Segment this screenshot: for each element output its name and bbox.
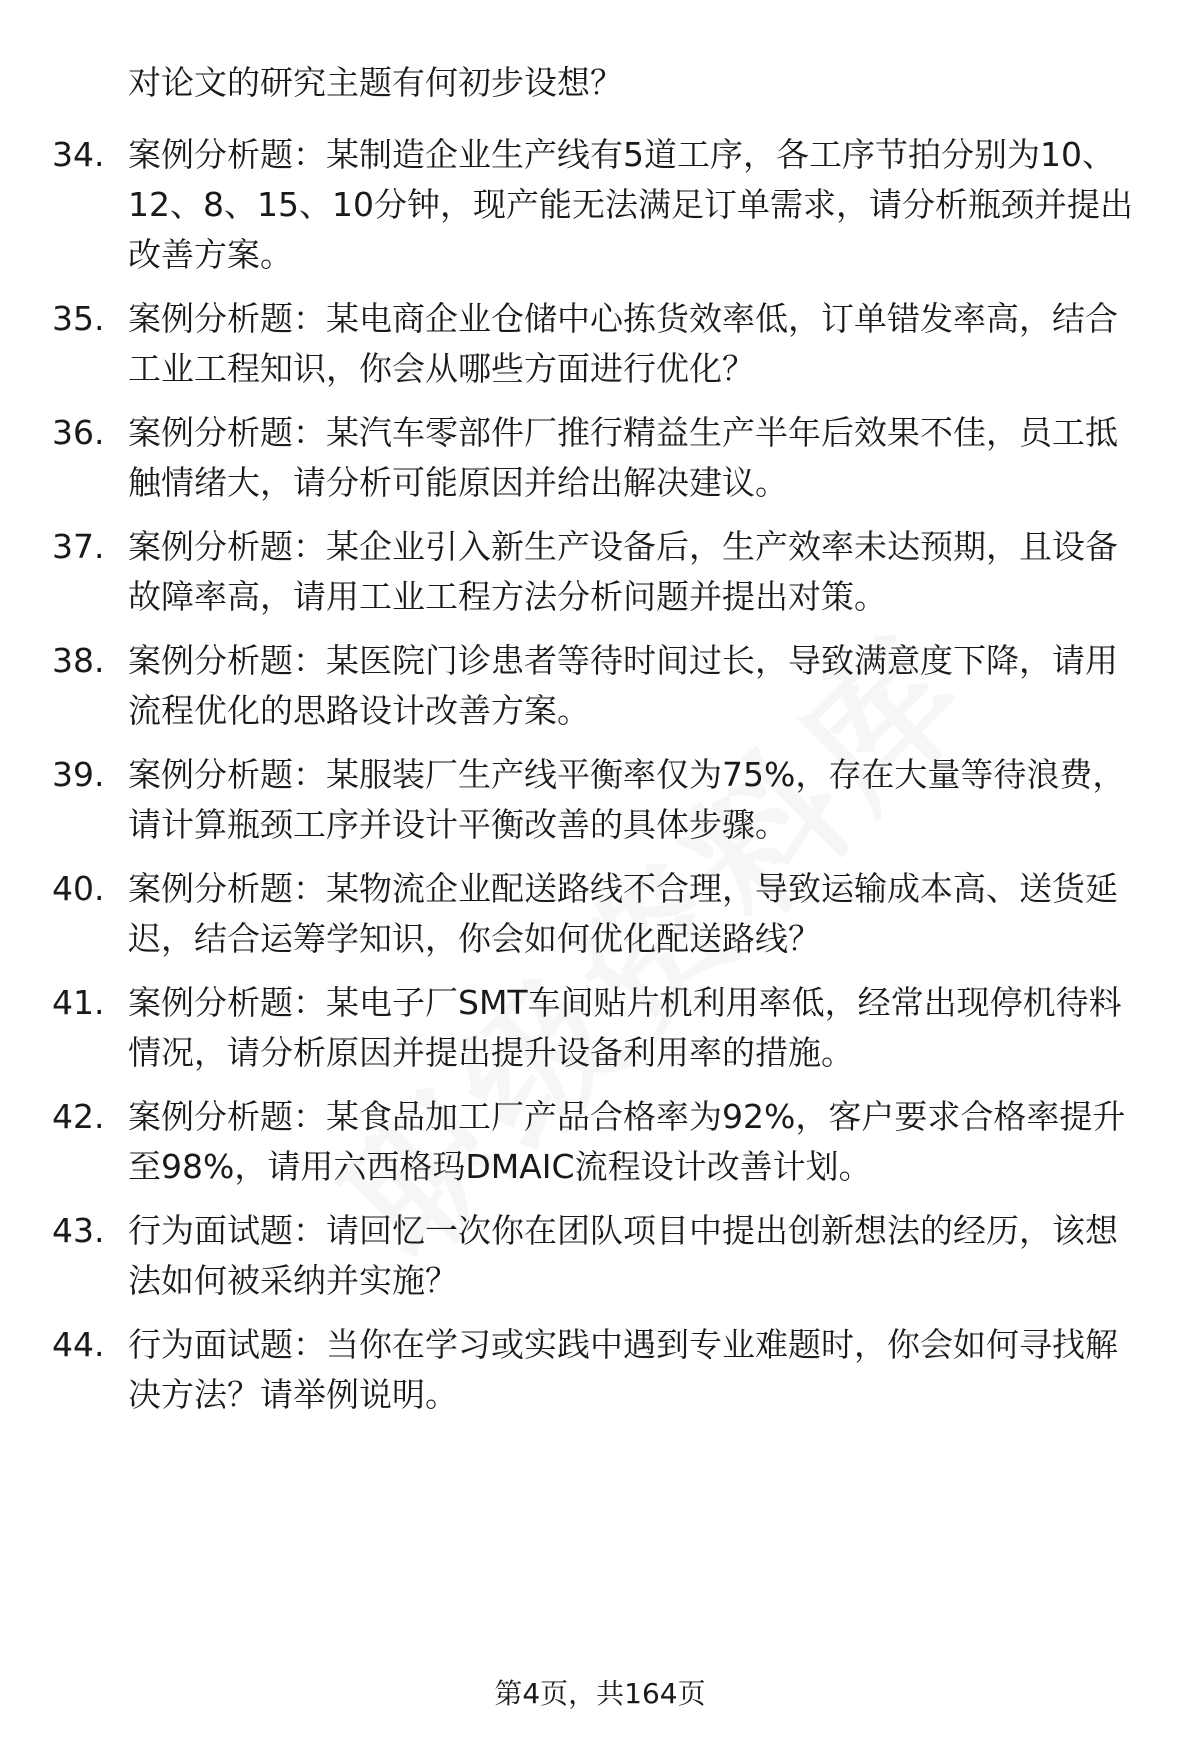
page-number-footer: 第4页，共164页 bbox=[494, 1677, 706, 1710]
question-text: 行为面试题：请回忆一次你在团队项目中提出创新想法的经历，该想法如何被采纳并实施？ bbox=[128, 1211, 1118, 1300]
question-number: 34. bbox=[52, 135, 105, 174]
question-item bbox=[52, 1206, 1152, 1306]
question-text: 案例分析题：某电子厂SMT车间贴片机利用率低，经常出现停机待料情况，请分析原因并提出提升设备利用率的措施。 bbox=[128, 983, 1122, 1072]
question-item bbox=[52, 408, 1152, 508]
question-number: 37. bbox=[52, 527, 105, 566]
question-text: 行为面试题：当你在学习或实践中遇到专业难题时，你会如何寻找解决方法？请举例说明。 bbox=[128, 1325, 1118, 1414]
question-text: 案例分析题：某汽车零部件厂推行精益生产半年后效果不佳，员工抵触情绪大，请分析可能原因并给出解决建议。 bbox=[128, 413, 1118, 502]
question-text: 案例分析题：某医院门诊患者等待时间过长，导致满意度下降，请用流程优化的思路设计改善方案。 bbox=[128, 641, 1118, 730]
continued-question-text: 对论文的研究主题有何初步设想？ bbox=[128, 63, 623, 102]
question-item bbox=[52, 1320, 1152, 1420]
question-text: 案例分析题：某食品加工厂产品合格率为92%，客户要求合格率提升至98%，请用六西格玛DMAIC流程设计改善计划。 bbox=[128, 1097, 1126, 1186]
question-text: 案例分析题：某物流企业配送路线不合理，导致运输成本高、送货延迟，结合运筹学知识，你会如何优化配送路线？ bbox=[128, 869, 1118, 958]
question-number: 40. bbox=[52, 869, 105, 908]
question-number: 43. bbox=[52, 1211, 105, 1250]
question-number: 36. bbox=[52, 413, 105, 452]
question-number: 42. bbox=[52, 1097, 105, 1136]
question-text: 案例分析题：某企业引入新生产设备后，生产效率未达预期，且设备故障率高，请用工业工程方法分析问题并提出对策。 bbox=[128, 527, 1118, 616]
question-number: 44. bbox=[52, 1325, 105, 1364]
question-number: 38. bbox=[52, 641, 105, 680]
question-item bbox=[52, 522, 1152, 622]
question-item bbox=[52, 750, 1152, 850]
question-item bbox=[52, 636, 1152, 736]
question-number: 41. bbox=[52, 983, 105, 1022]
question-item bbox=[52, 978, 1152, 1078]
question-item bbox=[52, 294, 1152, 394]
question-item bbox=[52, 130, 1152, 280]
question-text: 案例分析题：某电商企业仓储中心拣货效率低，订单错发率高，结合工业工程知识，你会从哪些方面进行优化？ bbox=[128, 299, 1118, 388]
question-item bbox=[52, 864, 1152, 964]
question-number: 39. bbox=[52, 755, 105, 794]
question-number: 35. bbox=[52, 299, 105, 338]
question-item bbox=[52, 1092, 1152, 1192]
question-text: 案例分析题：某制造企业生产线有5道工序，各工序节拍分别为10、12、8、15、10分钟，现产能无法满足订单需求，请分析瓶颈并提出改善方案。 bbox=[128, 135, 1133, 274]
question-text: 案例分析题：某服装厂生产线平衡率仅为75%，存在大量等待浪费，请计算瓶颈工序并设计平衡改善的具体步骤。 bbox=[128, 755, 1126, 844]
